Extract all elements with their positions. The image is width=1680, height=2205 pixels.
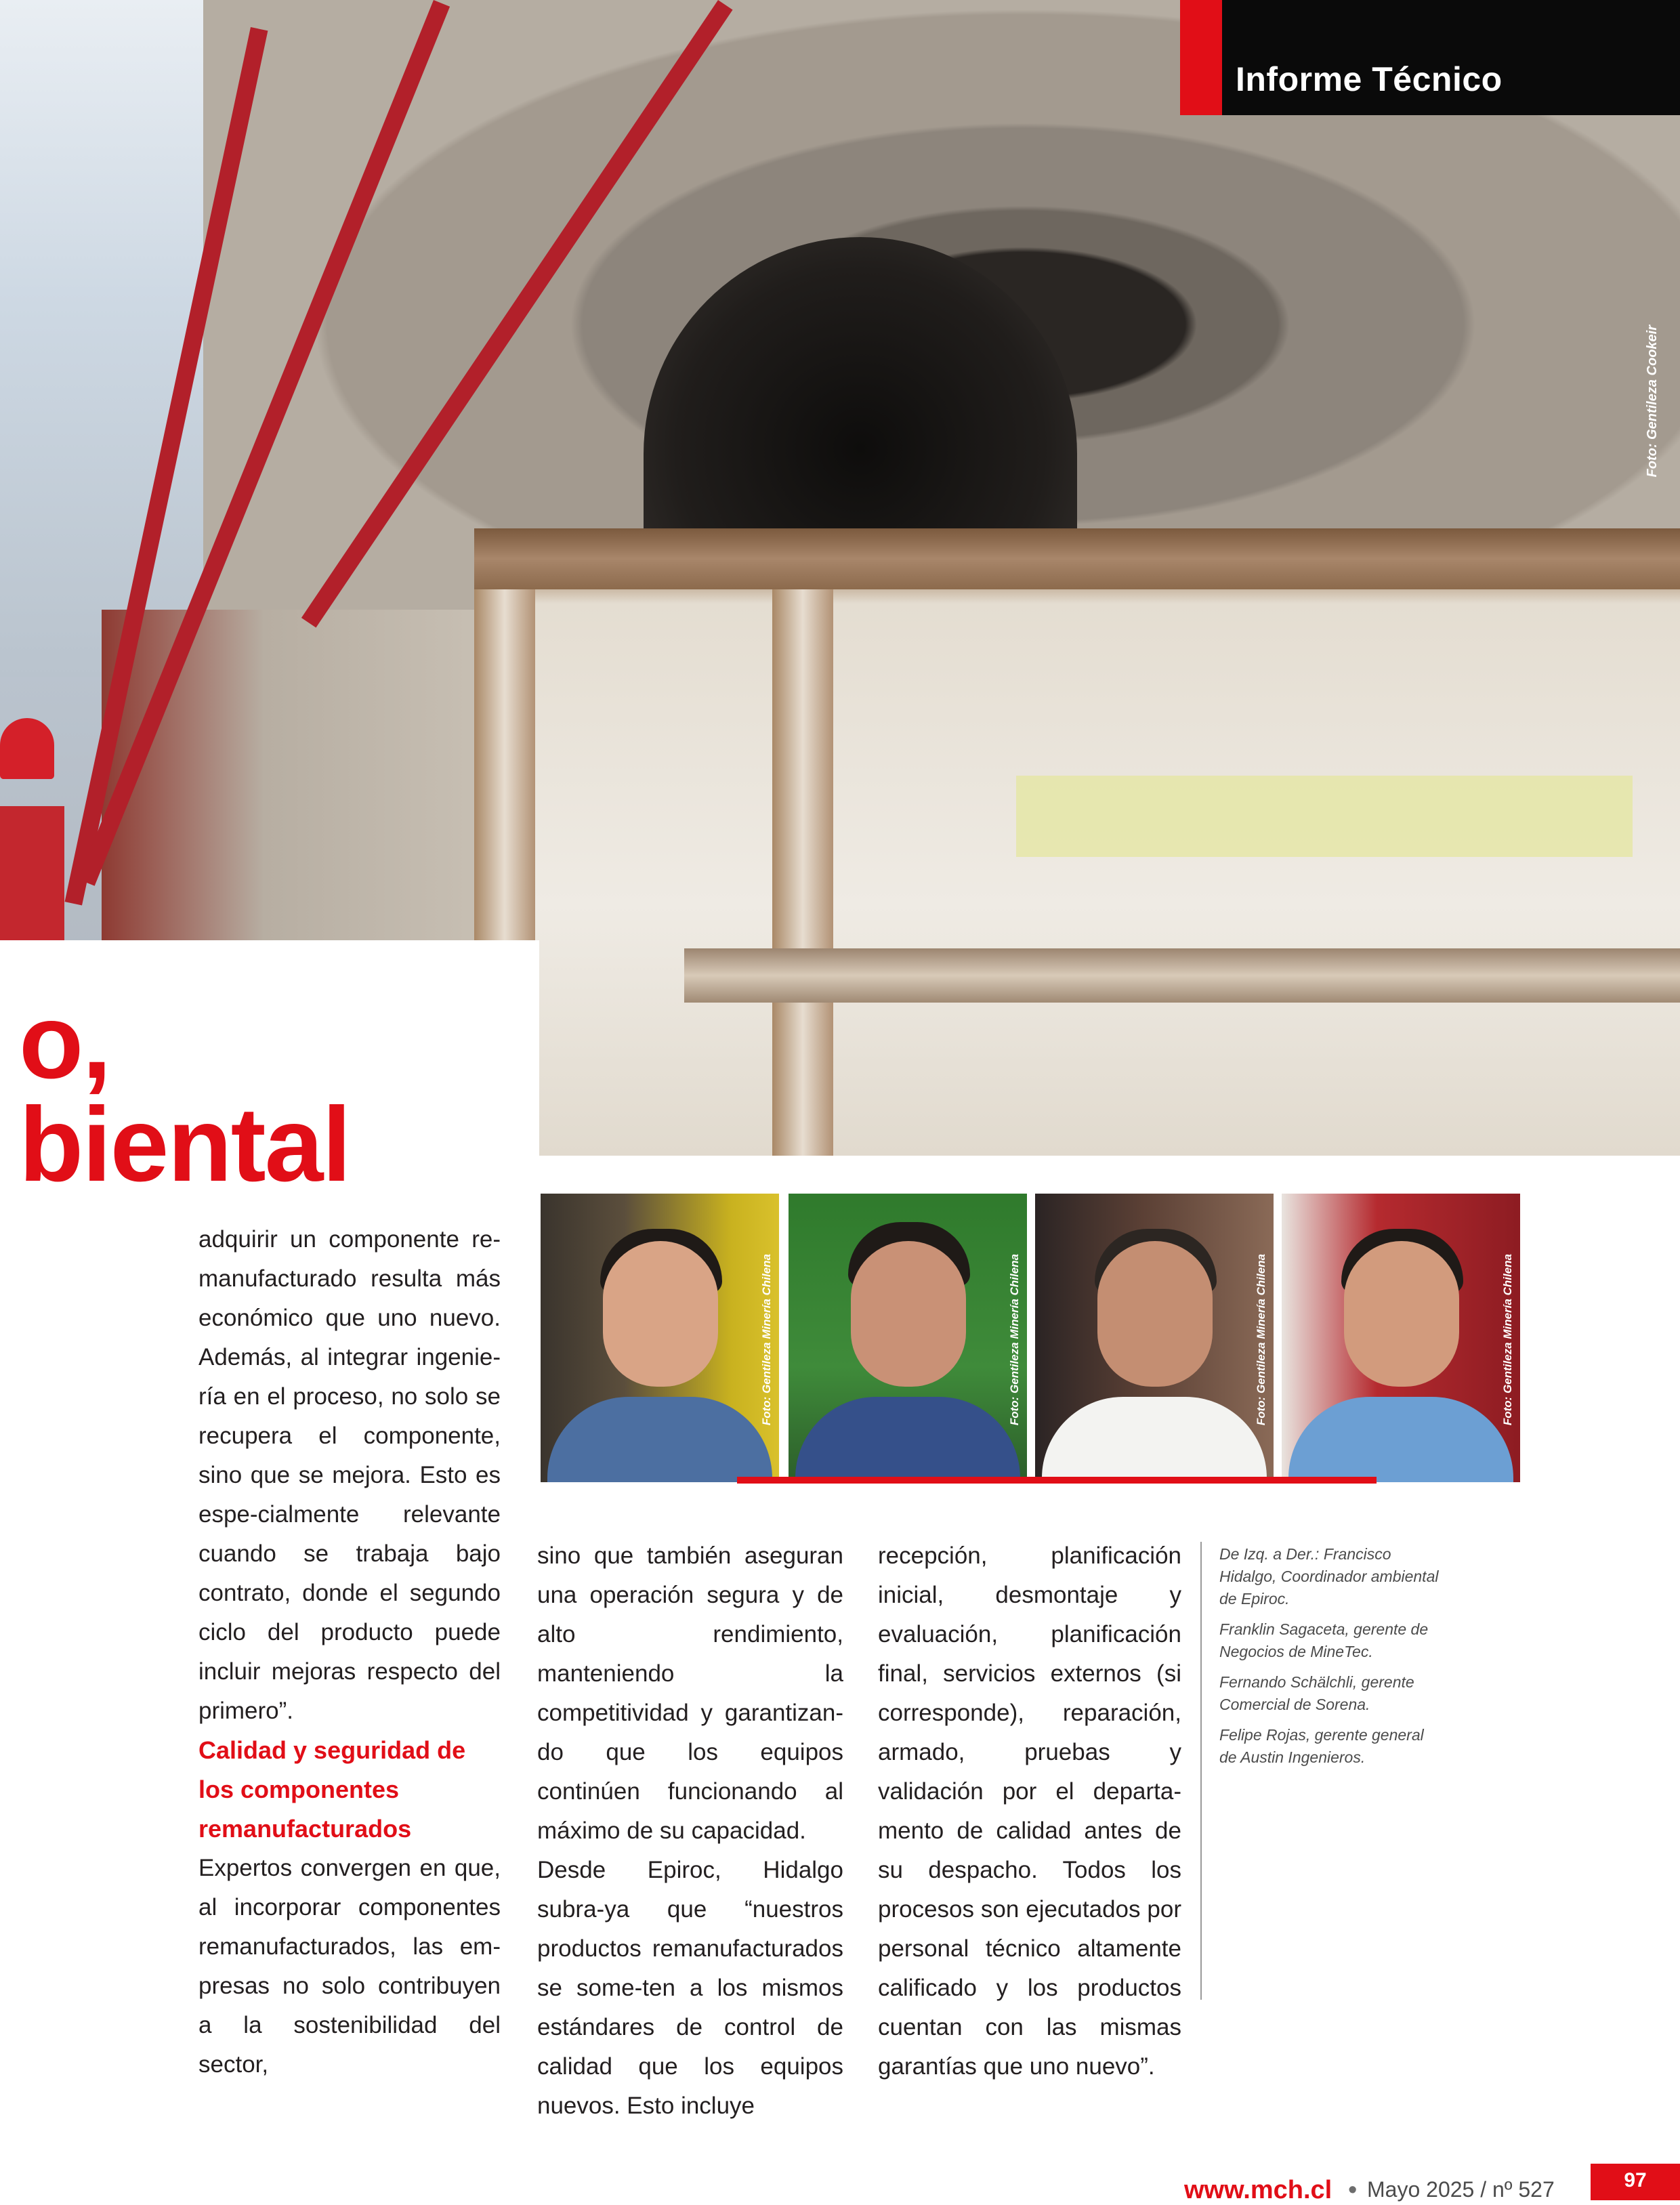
hero-container-post: [772, 589, 833, 1156]
footer-website-link[interactable]: www.mch.cl: [1184, 2176, 1332, 2204]
caption-line: Felipe Rojas, gerente general de Austin Ingenieros.: [1219, 1726, 1424, 1766]
caption-line: Fernando Schälchli, gerente Comercial de Sorena.: [1219, 1673, 1414, 1713]
hero-worker: [0, 806, 64, 942]
hero-yellow-stripe: [1016, 776, 1633, 857]
portrait-photo-credit: Foto: Gentileza Minería Chilena: [1255, 1253, 1267, 1425]
portrait-franklin-sagaceta: [789, 1194, 1027, 1482]
body-paragraph: Desde Epiroc, Hidalgo subra-ya que “nuestros productos remanufacturados se some-ten a los mismos estándares de control de calidad que los equipos nuevos. Esto incluye: [537, 1857, 843, 2119]
caption-line: Franklin Sagaceta, gerente de Negocios de MineTec.: [1219, 1620, 1429, 1660]
photo-caption: [1219, 1543, 1443, 1777]
footer-issue-info: Mayo 2025 / nº 527: [1367, 2177, 1555, 2202]
caption-line: De Izq. a Der.: Francisco Hidalgo, Coordinador ambiental de Epiroc.: [1219, 1545, 1439, 1608]
headline-line-1: o,: [19, 983, 110, 1101]
portrait-accent-bar: [737, 1477, 1377, 1484]
body-paragraph: recepción, planificación inicial, desmontaje y evaluación, planificación final, servicios externos (si corresponde), reparación, armado, pruebas y validación por el departa-mento de calidad antes de su despacho. Todos los procesos son ejecutados por personal técnico altamente calificado y los productos cuentan con las mismas garantías que uno nuevo”.: [878, 1542, 1181, 2080]
hero-truck-side: [102, 610, 508, 962]
hero-worker-helmet: [0, 718, 54, 779]
page-number: 97: [1624, 2169, 1647, 2191]
portrait-photo-credit: Foto: Gentileza Minería Chilena: [1501, 1253, 1514, 1425]
body-paragraph: sino que también aseguran una operación segura y de alto rendimiento, manteniendo la competitividad y garantizan-do que los equipos continúen funcionando al máximo de su capacidad.: [537, 1542, 843, 1844]
portrait-fernando-schalchli: [1035, 1194, 1274, 1482]
footer-separator: •: [1348, 2176, 1358, 2204]
section-tag-accent: [1180, 0, 1222, 115]
hero-container-rail: [474, 528, 1680, 589]
hero-photo-credit: Foto: Gentileza Cookeir: [1645, 325, 1660, 478]
body-paragraph: Expertos convergen en que, al incorporar componentes remanufacturados, las em-presas no solo contribuyen a la sostenibilidad del sector,: [198, 1855, 501, 2078]
portrait-photo-credit: Foto: Gentileza Minería Chilena: [760, 1253, 773, 1425]
section-tag-label: Informe Técnico: [1236, 60, 1503, 98]
body-column-1: [198, 1220, 501, 2084]
headline: [19, 983, 350, 1204]
body-column-2: [537, 1536, 843, 2126]
section-subheading: Calidad y seguridad de los componentes remanufacturados: [198, 1736, 466, 1843]
portrait-felipe-rojas: [1282, 1194, 1520, 1482]
portrait-photo-credit: Foto: Gentileza Minería Chilena: [1008, 1253, 1021, 1425]
portrait-francisco-hidalgo: [541, 1194, 779, 1482]
hero-container-bar: [684, 948, 1680, 1003]
body-paragraph: adquirir un componente re-manufacturado resulta más económico que uno nuevo. Además, al integrar ingenie-ría en el proceso, no solo se recupera el componente, sino que se mejora. Esto es espe-cialmente relevante cuando se trabaja bajo contrato, donde el segundo ciclo del producto puede incluir mejoras respecto del primero”.: [198, 1226, 501, 1724]
portrait-strip: [541, 1194, 1520, 1482]
caption-divider: [1200, 1542, 1202, 2000]
page-number-box: [1591, 2164, 1680, 2200]
headline-line-2: biental: [19, 1086, 350, 1204]
body-column-3: [878, 1536, 1181, 2086]
